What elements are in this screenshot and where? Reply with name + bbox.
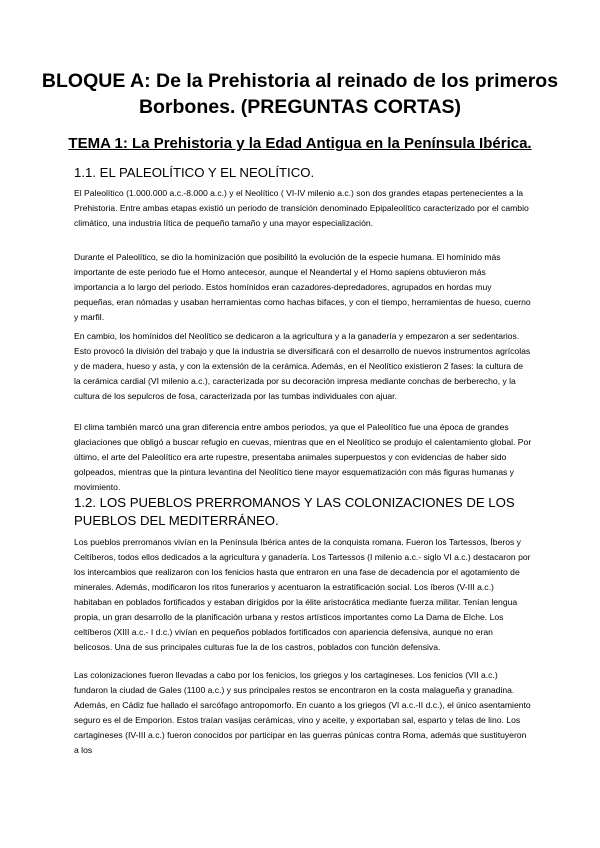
section-heading-pueblos-prerromanos: 1.2. LOS PUEBLOS PRERROMANOS Y LAS COLONIZACIONES DE LOS PUEBLOS DEL MEDITERRÁNEO.: [74, 495, 515, 528]
paragraph: Las colonizaciones fueron llevadas a cabo por los fenicios, los griegos y los cartagineses. Los fenicios (VII a.c.) fundaron la ciudad de Gales (1100 a.c.) y sus principales restos se encontraron en la costa malagueña y granadina. Además, en Cádiz fue hallado el sarcófago antropomorfo. En cuanto a los griegos (VI a.c.-II d.c.), el único asentamiento seguro es el de Emporion. Estos traían vasijas cerámicas, vino y aceite, y exportaban sal, esparto y telas de lino. Los cartagineses (IV-III a.c.) fueron conocidos por participar en las guerras púnicas contra Roma, además que sustituyeron a los: [74, 670, 531, 755]
document-title: BLOQUE A: De la Prehistoria al reinado de los primeros Borbones. (PREGUNTAS CORTAS): [41, 70, 559, 118]
paragraph: El clima también marcó una gran diferencia entre ambos periodos, ya que el Paleolítico fue una época de grandes glaciaciones que obligó a buscar refugio en cuevas, mientras que en el Neolítico se produjo el calentamiento global. Por último, el arte del Paleolítico era arte rupestre, presentaba animales superpuestos y con evidencias de haber sido golpeados, mientras que la pintura levantina del Neolítico tiene mayor esquematización con más figuras humanas y movimiento.: [74, 422, 532, 492]
topic-title: TEMA 1: La Prehistoria y la Edad Antigua en la Península Ibérica.: [68, 135, 532, 152]
paragraph: El Paleolítico (1.000.000 a.c.-8.000 a.c.) y el Neolítico ( VI-IV milenio a.c.) son dos grandes etapas pertenecientes a la Prehistoria. Entre ambas etapas existió un periodo de transición denominado Epipaleolítico caracterizado por el cambio climático, una industria lítica de pequeño tamaño y una mayor especialización.: [74, 188, 529, 228]
section-heading-paleolitico: 1.1. EL PALEOLÍTICO Y EL NEOLÍTICO.: [74, 165, 315, 180]
paragraph: Los pueblos prerromanos vivían en la Península Ibérica antes de la conquista romana. Fueron los Tartessos, Íberos y Celtíberos, todos ellos dedicados a la agricultura y ganadería. Los Tartessos (I milenio a.c.- siglo VI a.c.) destacaron por los intercambios que realizaron con los fenicios hasta que entraron en una fase de decadencia por el agotamiento de minerales. Además, modificaron los ritos funerarios y acentuaron la estratificación social. Los íberos (V-III a.c.) habitaban en poblados fortificados y estaban dirigidos por la élite aristocrática mediante fuerza militar. Tenían lengua propia, un gran desarrollo de la planificación urbana y restos artísticos importantes como La Dama de Elche. Los celtíberos (XIII a.c.- I d.c.) vivían en pequeños poblados fortificados con apariencia defensiva, aunque no eran belicosos. Una de sus principales culturas fue la de los castros, poblados con función defensiva.: [74, 537, 531, 652]
paragraph: Durante el Paleolítico, se dio la hominización que posibilitó la evolución de la especie humana. El homínido más importante de este periodo fue el Homo antecesor, aunque el Neandertal y el Homo sapiens obtuvieron más importancia a lo largo del periodo. Estos homínidos eran cazadores-depredadores, agrupados en hordas muy pequeñas, eran nómadas y usaban herramientas como hachas bifaces, y con el tiempo, herramientas de hueso, cuerno y marfil.: [74, 252, 531, 322]
paragraph: En cambio, los homínidos del Neolítico se dedicaron a la agricultura y a la ganadería y empezaron a ser sedentarios. Esto provocó la división del trabajo y que la industria se diversificará con el desarrollo de nuevos instrumentos agrícolas y de madera, hueso y asta, y con la extensión de la cerámica. Además, en el Neolítico existieron 2 fases: la cultura de la cerámica cardial (VI milenio a.c.), caracterizada por su decoración impresa mediante conchas de berberecho, y la cultura de los sepulcros de fosa, caracterizada por las tumbas individuales con ajuar.: [74, 331, 531, 401]
